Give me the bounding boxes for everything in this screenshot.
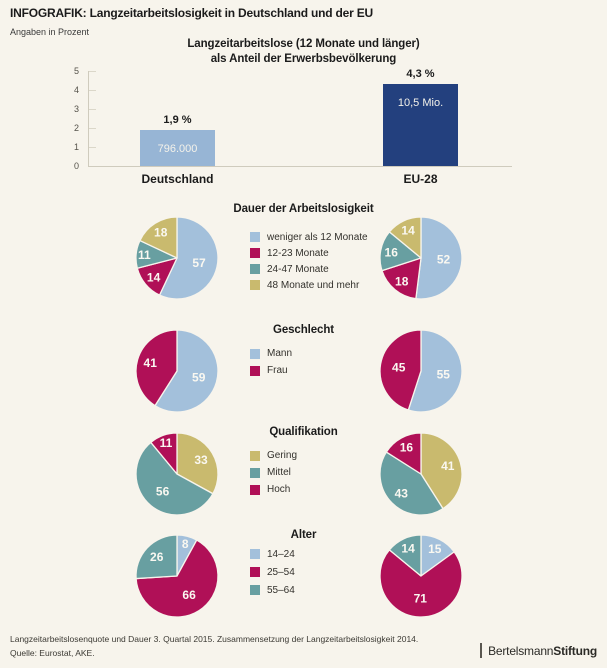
pie-slice-value: 59	[192, 370, 206, 385]
legend-label: 24-47 Monate	[267, 263, 329, 275]
legend-label: weniger als 12 Monate	[267, 231, 368, 243]
legend-item	[250, 261, 329, 277]
brand-name-bold: Stiftung	[553, 643, 597, 658]
pie-slice-value: 14	[146, 270, 161, 285]
pie-slice-value: 14	[401, 541, 415, 556]
pie-deutschland-qualifikation	[129, 426, 225, 522]
pie-slice-value: 11	[159, 436, 173, 451]
pie-eu-28-alter	[373, 528, 469, 624]
pie-slice-value: 57	[192, 255, 206, 270]
pie-eu-28-qualifikation	[373, 426, 469, 522]
legend-label: Gering	[267, 450, 298, 461]
pie-slice-value: 14	[401, 223, 415, 238]
legend-label: 48 Monate und mehr	[267, 279, 360, 291]
legend-swatch-25-54	[250, 567, 260, 577]
legend-swatch-55-64	[250, 585, 260, 595]
pie-slice-value: 56	[155, 484, 170, 499]
legend-swatch-hoch	[250, 485, 260, 495]
pie-slice-value: 43	[394, 486, 408, 501]
brand-name	[488, 644, 597, 658]
y-axis-tick-label: 0	[73, 161, 79, 171]
pie-slice-value: 15	[428, 542, 442, 556]
legend-label: 55–64	[267, 584, 295, 596]
legend-item	[250, 362, 288, 379]
y-axis-tick-label: 3	[73, 104, 79, 114]
y-axis-tick-label: 4	[73, 85, 79, 95]
legend-item	[250, 464, 291, 481]
pie-slice-value: 66	[182, 588, 196, 602]
x-axis-category-label-eu-28: EU-28	[403, 172, 438, 186]
page-title: INFOGRAFIK: Langzeitarbeitslosigkeit in Deutschland und der EU	[10, 6, 373, 20]
pie-deutschland-alter	[129, 528, 225, 624]
brand-logo	[480, 643, 597, 658]
legend-item	[250, 581, 295, 599]
pie-slice-value: 45	[392, 360, 406, 375]
section-heading-qualifikation: Qualifikation	[269, 426, 338, 438]
pie-slice-value: 16	[399, 440, 414, 455]
legend-item	[250, 245, 329, 261]
section-heading-alter: Alter	[290, 529, 317, 541]
pie-deutschland-geschlecht	[129, 323, 225, 419]
pie-slice-value: 52	[436, 252, 451, 267]
page-subtitle: Angaben in Prozent	[10, 27, 90, 37]
pie-slice-value: 18	[154, 225, 168, 240]
legend-item	[250, 345, 292, 362]
bar-chart-title-line1: Langzeitarbeitslose (12 Monate und länger)	[187, 38, 420, 50]
legend-item	[250, 563, 295, 581]
brand-divider-bar	[480, 643, 482, 658]
legend-swatch-mann	[250, 349, 260, 359]
section-heading-dauer-der-arbeitslosigkeit: Dauer der Arbeitslosigkeit	[233, 203, 374, 215]
y-axis-tick-label: 2	[73, 123, 79, 133]
pie-slice-value: 55	[436, 367, 450, 382]
legend-label: Mittel	[267, 467, 291, 478]
y-axis-tick-label: 5	[73, 66, 79, 76]
legend-item	[250, 277, 359, 293]
pie-slice-value: 33	[194, 452, 208, 467]
pie-slice-value: 26	[150, 549, 164, 564]
pie-deutschland-dauer-der-arbeitslosigkeit	[129, 210, 225, 306]
legend-swatch-frau	[250, 366, 260, 376]
legend-label: 25–54	[267, 566, 295, 578]
legend-item	[250, 481, 290, 498]
legend-swatch-weniger-als-12-monate	[250, 232, 260, 242]
legend-swatch-14-24	[250, 549, 260, 559]
legend-swatch-24-47-monate	[250, 264, 260, 274]
legend-label: Frau	[267, 365, 288, 376]
legend-swatch-mittel	[250, 468, 260, 478]
section-heading-geschlecht: Geschlecht	[273, 324, 334, 336]
legend-item	[250, 447, 297, 464]
legend-item	[250, 229, 368, 245]
legend-label: 14–24	[267, 548, 295, 560]
x-axis-category-label-deutschland: Deutschland	[141, 172, 214, 186]
bar-inner-label: 796.000	[157, 143, 198, 155]
legend-label: 12-23 Monate	[267, 247, 329, 259]
brand-name-regular: Bertelsmann	[488, 643, 554, 658]
legend-label: Hoch	[267, 484, 291, 495]
pie-slice-value: 11	[137, 247, 151, 262]
legend-item	[250, 545, 295, 563]
bar-chart-title-line2: als Anteil der Erwerbsbevölkerung	[210, 53, 397, 65]
pie-slice-value: 71	[413, 591, 427, 606]
pie-slice-value: 18	[395, 274, 409, 289]
bar-value-label: 1,9 %	[163, 114, 192, 126]
bar-value-label: 4,3 %	[406, 68, 435, 80]
y-axis-tick-label: 1	[73, 142, 79, 152]
legend-swatch-12-23-monate	[250, 248, 260, 258]
pie-slice-value: 41	[441, 459, 455, 474]
source-note: Quelle: Eurostat, AKE.	[10, 648, 95, 658]
bar-inner-label: 10,5 Mio.	[397, 97, 444, 109]
pie-slice-value: 8	[181, 537, 189, 552]
pie-slice-value: 41	[143, 356, 157, 371]
footnote: Langzeitarbeitslosenquote und Dauer 3. Quartal 2015. Zusammensetzung der Langzeitarbeitslosigkeit 2014.	[10, 634, 419, 644]
pie-eu-28-geschlecht	[373, 323, 469, 419]
legend-swatch-48-monate-und-mehr	[250, 280, 260, 290]
pie-eu-28-dauer-der-arbeitslosigkeit	[373, 210, 469, 306]
pie-slice-value: 16	[384, 245, 398, 260]
legend-swatch-gering	[250, 451, 260, 461]
legend-label: Mann	[267, 348, 293, 359]
